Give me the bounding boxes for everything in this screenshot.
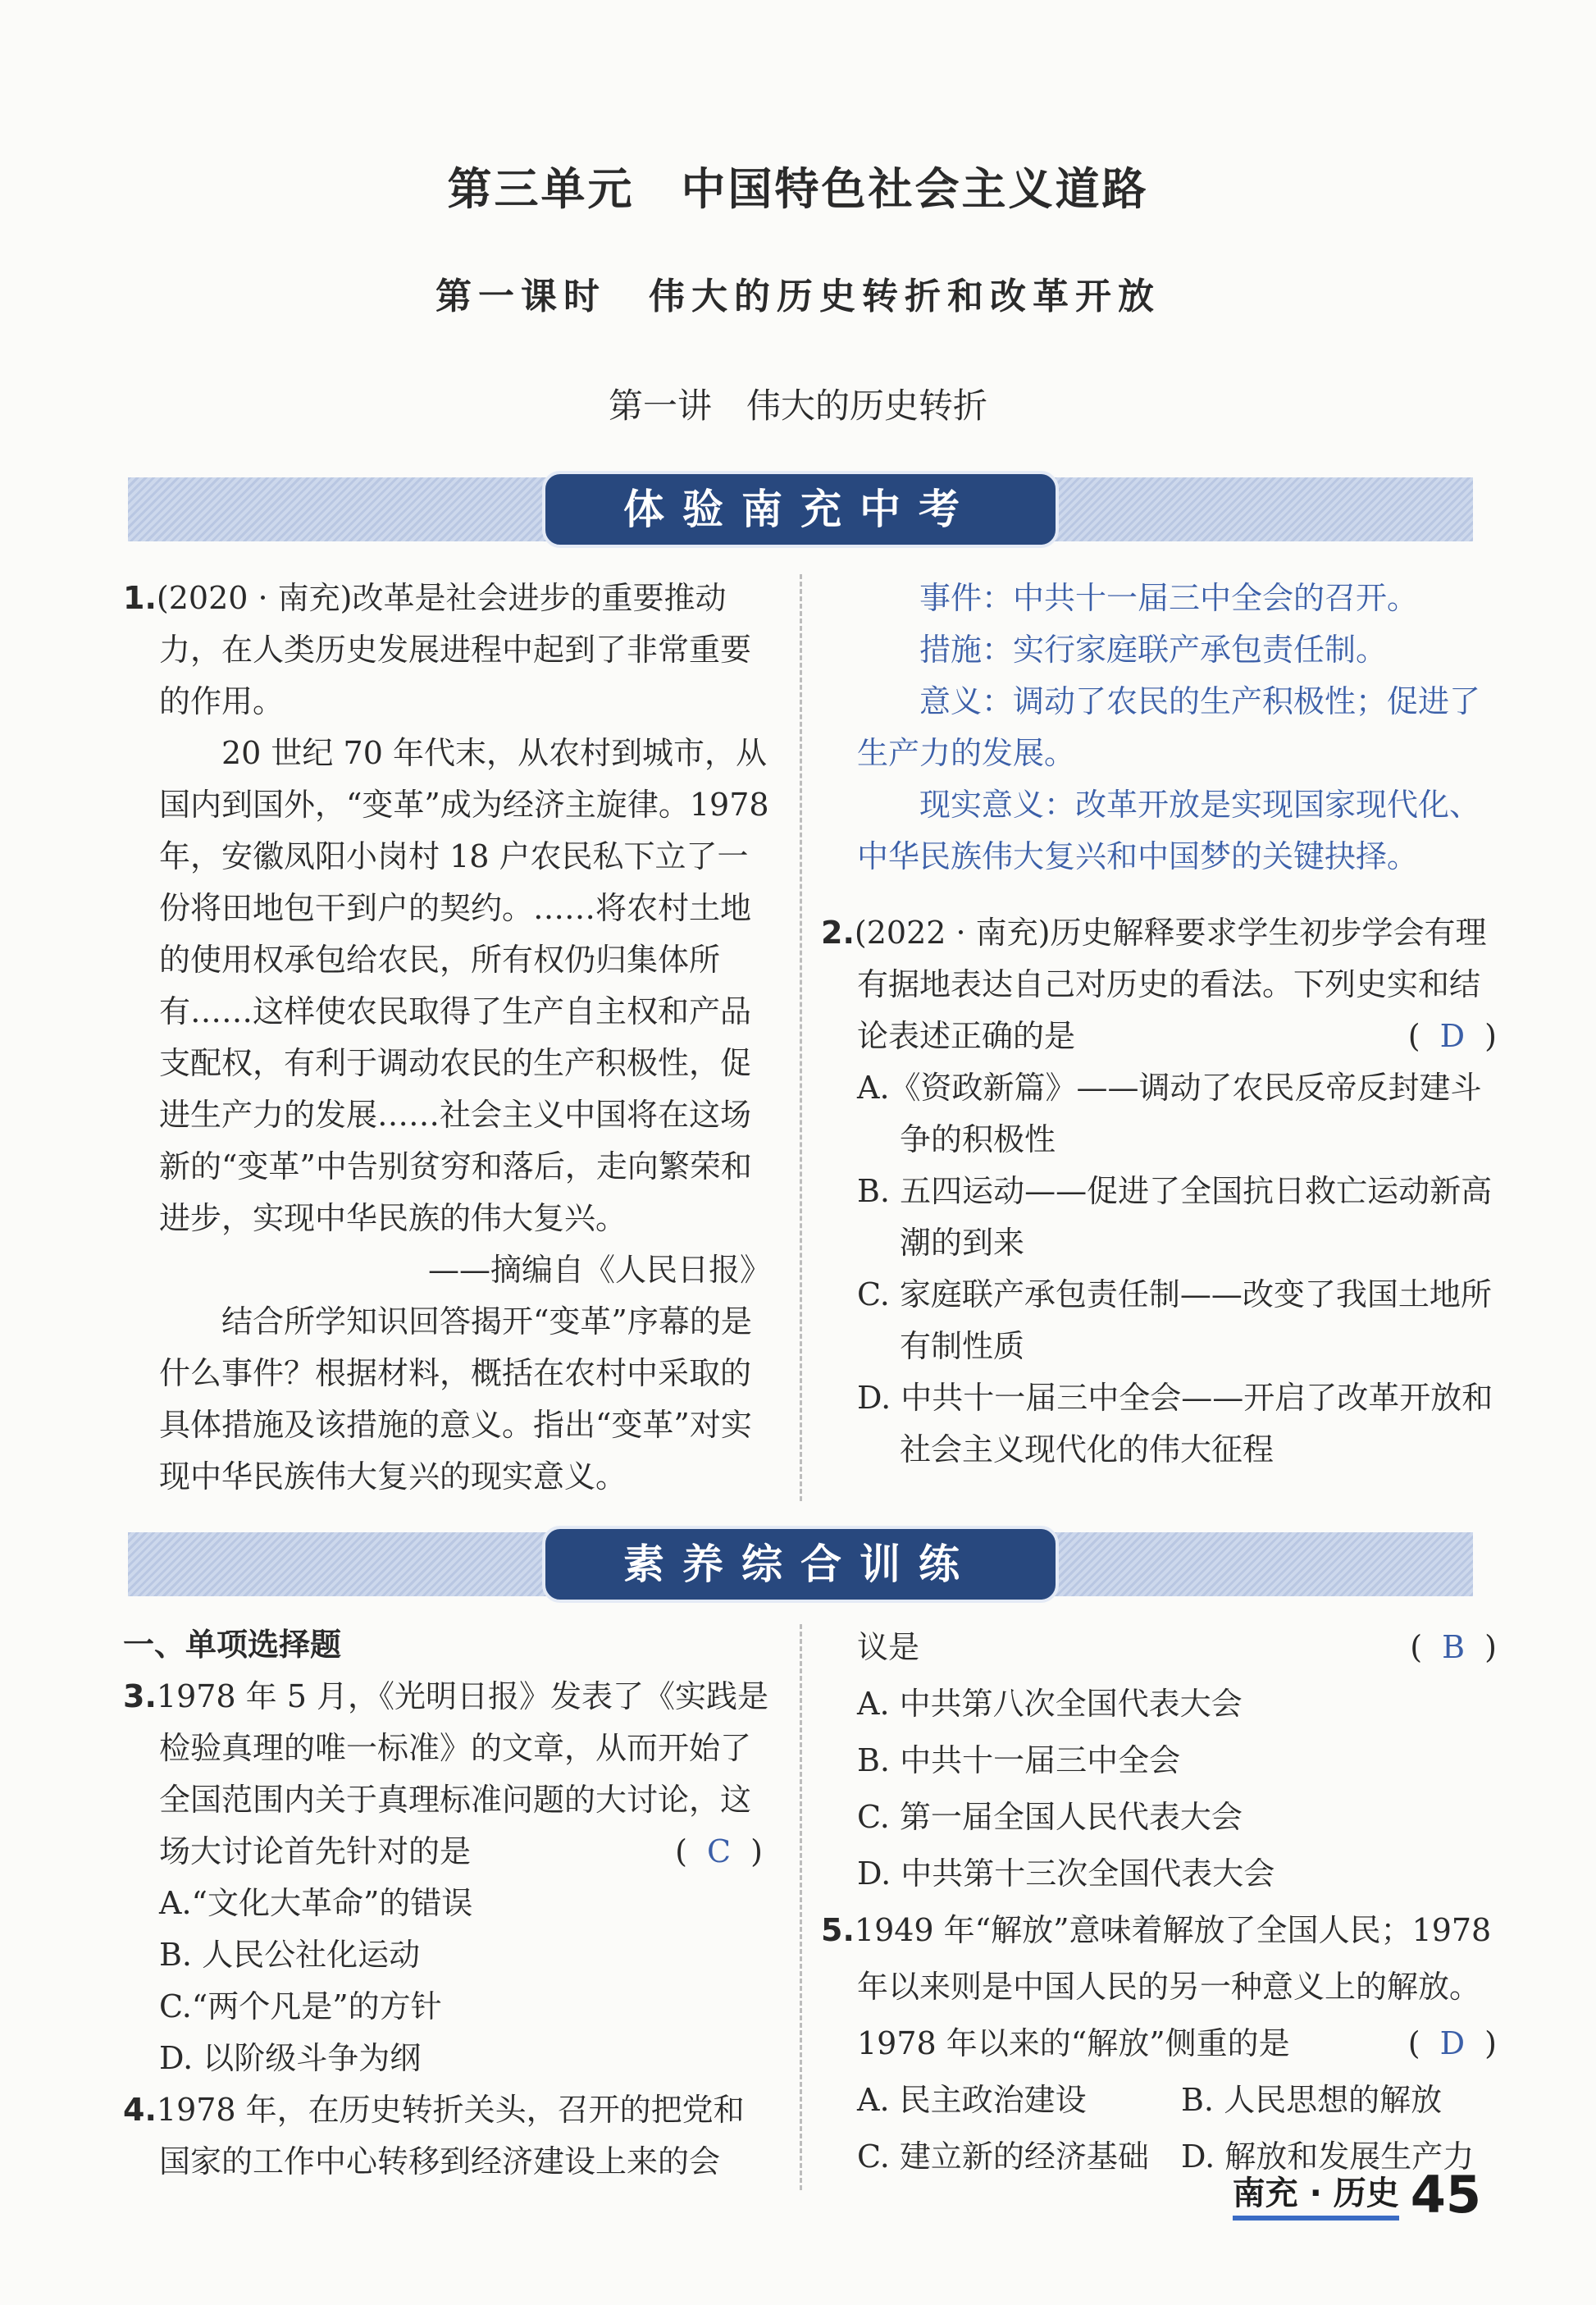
lecture-title: 第一讲 伟大的历史转折	[608, 386, 987, 426]
option-d: D. 以阶级斗争为纲	[159, 2040, 422, 2076]
answer-letter: D	[1439, 2025, 1471, 2061]
answer-measure: 措施：实行家庭联产承包责任制。	[919, 632, 1388, 668]
material-source: ——摘编自《人民日报》	[427, 1252, 771, 1288]
option-d: D. 中共第十三次全国代表大会	[857, 1855, 1275, 1892]
option-a: A. 中共第八次全国代表大会	[857, 1686, 1243, 1722]
answer-letter: D	[1439, 1018, 1471, 1054]
lesson-title: 第一课时 伟大的历史转折和改革开放	[435, 276, 1161, 317]
question-2	[821, 907, 1505, 1476]
question-number: 3.	[123, 1678, 157, 1714]
banner-label: 体验南充中考	[542, 471, 1059, 548]
question-number: 5.	[821, 1912, 855, 1948]
left-column-bottom	[123, 1619, 771, 2188]
answer-bracket: ( D )	[1407, 2025, 1502, 2061]
option-b: B. 五四运动——促进了全国抗日救亡运动新高潮的到来	[857, 1173, 1493, 1261]
answer-meaning: 意义：调动了农民的生产积极性；促进了生产力的发展。	[857, 683, 1481, 771]
question-number: 1.	[123, 580, 157, 616]
question-stem: (2022 · 南充)历史解释要求学生初步学会有理有据地表达自己对历史的看法。下列史实和结论表述正确的是	[854, 915, 1487, 1054]
option-c: C. 第一届全国人民代表大会	[857, 1799, 1243, 1835]
section-heading: 一、单项选择题	[123, 1627, 342, 1663]
question-4	[123, 2084, 771, 2188]
option-b: B. 中共十一届三中全会	[857, 1742, 1181, 1778]
unit-title: 第三单元 中国特色社会主义道路	[447, 162, 1149, 215]
right-column-top	[821, 573, 1505, 1476]
option-a: A. 民主政治建设	[857, 2082, 1087, 2118]
option-c: C.“两个凡是”的方针	[159, 1988, 442, 2024]
right-column-bottom	[821, 1619, 1505, 2185]
option-a: A.“文化大革命”的错误	[159, 1885, 473, 1921]
answer-letter: B	[1442, 1629, 1471, 1665]
section-banner-experience	[128, 477, 1473, 541]
footer-label: 南充 · 历史	[1233, 2167, 1399, 2221]
option-b: B. 人民思想的解放	[1181, 2082, 1443, 2118]
option-d: D. 解放和发展生产力	[1181, 2138, 1475, 2175]
question-number: 4.	[123, 2092, 157, 2128]
column-divider	[800, 574, 802, 1501]
option-c: C. 建立新的经济基础	[857, 2138, 1149, 2175]
question-prompt: 结合所学知识回答揭开“变革”序幕的是什么事件？根据材料，概括在农村中采取的具体措施及该措施的意义。指出“变革”对实现中华民族伟大复兴的现实意义。	[159, 1303, 752, 1495]
question-stem-continued: 议是	[857, 1629, 920, 1665]
question-number: 2.	[821, 915, 855, 951]
option-d: D. 中共十一届三中全会——开启了改革开放和社会主义现代化的伟大征程	[857, 1380, 1493, 1467]
answer-bracket: ( B )	[1410, 1629, 1502, 1665]
answer-letter: C	[707, 1833, 736, 1869]
question-stem: (2020 · 南充)改革是社会进步的重要推动力，在人类历史发展进程中起到了非常重要的作用。	[156, 580, 752, 719]
question-stem: 1978 年 5 月，《光明日报》发表了《实践是检验真理的唯一标准》的文章，从而开始了全国范围内关于真理标准问题的大讨论，这场大讨论首先针对的是	[156, 1678, 769, 1869]
column-divider-2	[800, 1624, 802, 2190]
option-c: C. 家庭联产承包责任制——改变了我国土地所有制性质	[857, 1276, 1492, 1364]
page-number: 45	[1410, 2165, 1481, 2225]
answer-bracket: ( C )	[675, 1833, 768, 1869]
question-stem: 1949 年“解放”意味着解放了全国人民；1978 年以来则是中国人民的另一种意义上的解放。1978 年以来的“解放”侧重的是	[854, 1912, 1492, 2061]
answer-event: 事件：中共十一届三中全会的召开。	[919, 580, 1419, 616]
section-banner-training	[128, 1532, 1473, 1596]
answer-bracket: ( D )	[1407, 1018, 1502, 1054]
banner-label: 素养综合训练	[542, 1526, 1059, 1603]
question-3	[123, 1671, 771, 2084]
question-stem: 1978 年，在历史转折关头，召开的把党和国家的工作中心转移到经济建设上来的会	[156, 2092, 745, 2179]
question-1	[123, 573, 771, 1503]
page-footer	[1232, 2165, 1481, 2225]
option-b: B. 人民公社化运动	[159, 1937, 421, 1973]
question-5	[821, 1902, 1505, 2185]
option-a: A.《资政新篇》——调动了农民反帝反封建斗争的积极性	[857, 1070, 1482, 1157]
question-material: 20 世纪 70 年代末，从农村到城市，从国内到国外，“变革”成为经济主旋律。1978 年，安徽凤阳小岗村 18 户农民私下立了一份将田地包干到户的契约。……将农村土地的使用权承包给农民，所有权仍归集体所有……这样使农民取得了生产自主权和产品支配权，有利于调动农民的生产积极性，促进生产力的发展……社会主义中国将在这场新的“变革”中告别贫穷和落后，走向繁荣和进步，实现中华民族的伟大复兴。	[159, 735, 769, 1236]
answer-reality: 现实意义：改革开放是实现国家现代化、中华民族伟大复兴和中国梦的关键抉择。	[857, 787, 1481, 874]
